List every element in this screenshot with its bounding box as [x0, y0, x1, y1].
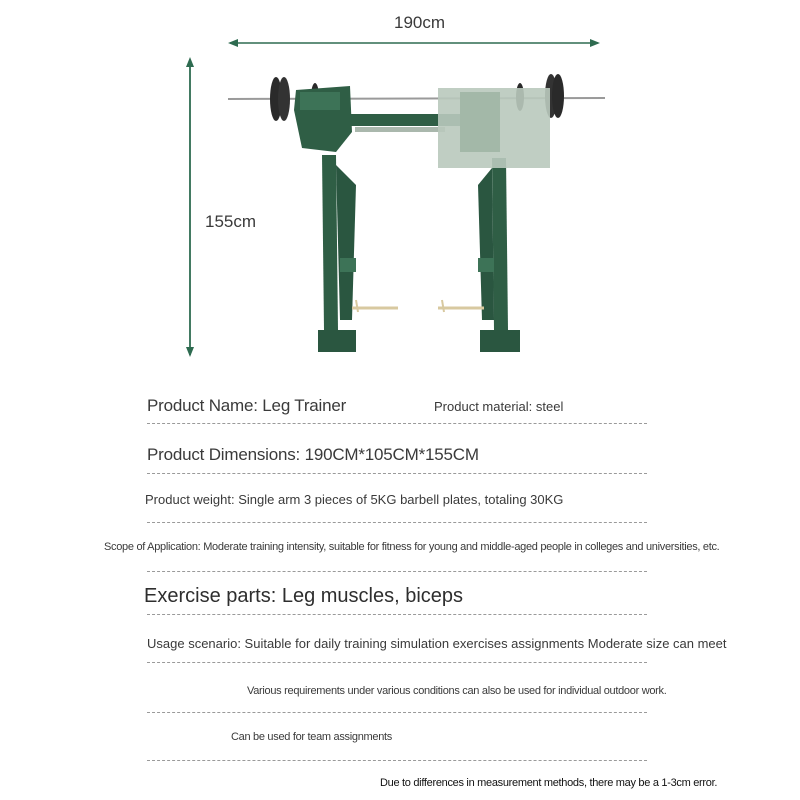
footrests	[352, 300, 484, 312]
height-arrow	[186, 57, 194, 357]
divider	[147, 712, 647, 713]
divider	[147, 423, 647, 424]
usage-scenario-line-1: Usage scenario: Suitable for daily training simulation exercises assignments Moderate size can meet	[147, 636, 727, 651]
right-frame-column	[478, 158, 520, 352]
divider	[147, 662, 647, 663]
left-frame-column	[318, 155, 356, 352]
width-arrow	[228, 39, 600, 47]
divider	[147, 760, 647, 761]
measurement-note: Due to differences in measurement methods, there may be a 1-3cm error.	[380, 777, 718, 789]
divider	[147, 473, 647, 474]
usage-scenario-line-3: Can be used for team assignments	[231, 731, 392, 743]
product-weight: Product weight: Single arm 3 pieces of 5KG barbell plates, totaling 30KG	[145, 492, 564, 507]
product-name: Product Name: Leg Trainer	[147, 396, 347, 415]
product-dimensions: Product Dimensions: 190CM*105CM*155CM	[147, 445, 479, 464]
leg-trainer-illustration	[0, 0, 800, 370]
divider	[147, 522, 647, 523]
width-dimension-label: 190cm	[394, 13, 446, 32]
height-dimension-label: 155cm	[205, 212, 257, 231]
usage-scenario-line-2: Various requirements under various conditions can also be used for individual outdoor work.	[247, 685, 667, 697]
divider	[147, 614, 647, 615]
divider	[147, 571, 647, 572]
scope-of-application: Scope of Application: Moderate training intensity, suitable for fitness for young and middle-aged people in colleges and universities, etc.	[104, 541, 720, 553]
exercise-parts: Exercise parts: Leg muscles, biceps	[144, 585, 464, 607]
product-material: Product material: steel	[434, 399, 564, 414]
